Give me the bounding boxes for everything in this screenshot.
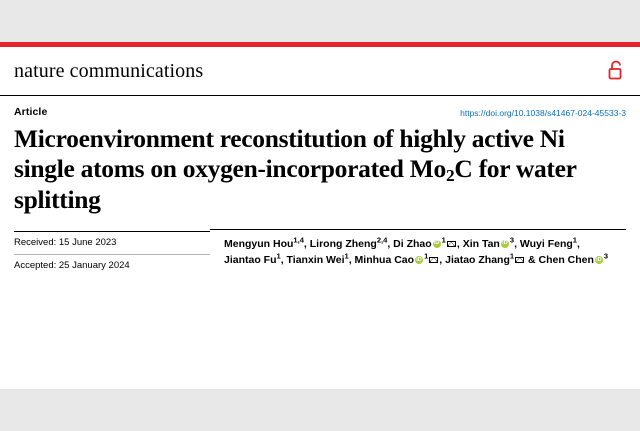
orcid-icon[interactable] xyxy=(415,256,423,264)
affil-9: 1 xyxy=(509,251,515,261)
article-type-label: Article xyxy=(14,106,48,118)
orcid-icon[interactable] xyxy=(501,240,509,248)
journal-masthead xyxy=(0,47,640,96)
title-block xyxy=(0,118,640,215)
doi-link[interactable]: https://doi.org/10.1038/s41467-024-45533-3 xyxy=(460,108,626,118)
author-line1-comma: , xyxy=(577,238,580,251)
author-di-zhao: , Di Zhao xyxy=(387,238,432,251)
title-text-part2: C for water splitting xyxy=(14,154,577,214)
affil-4: 3 xyxy=(509,235,515,245)
author-chen-chen: & Chen Chen xyxy=(525,254,594,267)
author-list xyxy=(210,229,626,277)
author-mengyun-hou: Mengyun Hou xyxy=(224,238,294,251)
email-icon[interactable] xyxy=(447,241,456,248)
orcid-icon[interactable] xyxy=(433,240,441,248)
accepted-date: Accepted: 25 January 2024 xyxy=(14,254,210,277)
article-header-row xyxy=(0,96,640,118)
author-xin-tan: , Xin Tan xyxy=(456,238,500,251)
affil-3: 1 xyxy=(441,235,446,245)
author-line-2 xyxy=(224,252,626,268)
author-wuyi-feng: , Wuyi Feng xyxy=(514,238,573,251)
title-text-part1: Microenvironment reconstitution of highly active Ni single atoms on oxygen-incorporated Mo xyxy=(14,124,565,184)
email-icon[interactable] xyxy=(515,257,524,264)
author-line-1 xyxy=(224,236,626,252)
affil-2: 2,4 xyxy=(376,235,388,245)
author-minhua-cao: , Minhua Cao xyxy=(348,254,415,267)
dates-column xyxy=(14,229,210,277)
affil-1: 1,4 xyxy=(293,235,304,245)
metadata-section xyxy=(0,215,640,277)
received-date: Received: 15 June 2023 xyxy=(14,231,210,254)
open-access-lock-icon xyxy=(606,59,626,83)
author-tianxin-wei: , Tianxin Wei xyxy=(280,254,345,267)
affil-8: 1 xyxy=(424,251,429,261)
affil-5: 1 xyxy=(572,235,577,245)
author-jiantao-fu: Jiantao Fu xyxy=(224,254,277,267)
page-title xyxy=(14,124,626,215)
affil-10: 3 xyxy=(603,251,609,261)
author-jiatao-zhang: , Jiatao Zhang xyxy=(439,254,510,267)
orcid-icon[interactable] xyxy=(595,256,603,264)
affil-7: 1 xyxy=(344,251,349,261)
journal-title: nature communications xyxy=(14,59,204,82)
email-icon[interactable] xyxy=(429,257,438,264)
article-page xyxy=(0,42,640,389)
affil-6: 1 xyxy=(276,251,281,261)
title-subscript: 2 xyxy=(446,166,455,186)
author-lirong-zheng: , Lirong Zheng xyxy=(303,238,377,251)
